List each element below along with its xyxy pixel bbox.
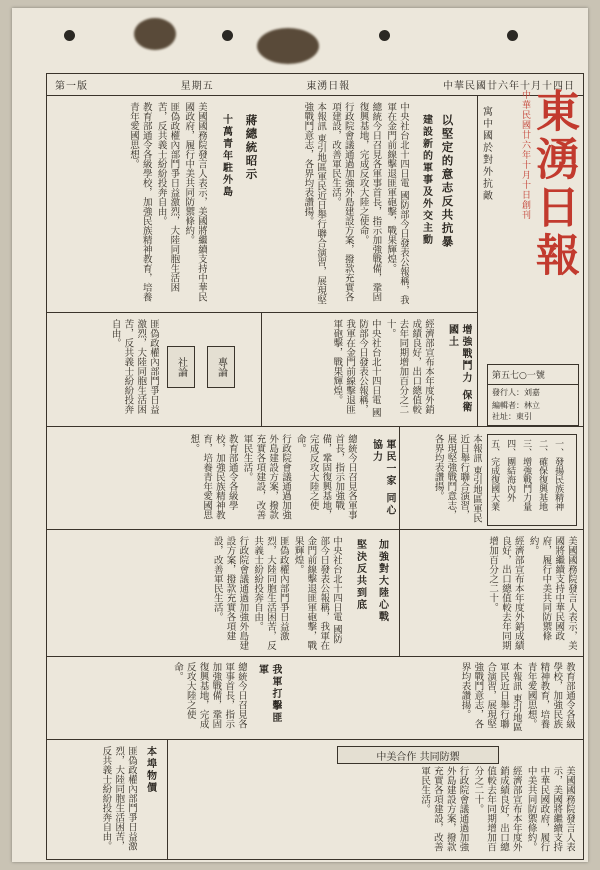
third-headline: 十萬青年駐外島 — [220, 114, 232, 198]
article-paragraph: 匪偽政權內部鬥爭日益激烈，大陸同胞生活困苦，反共義士紛紛投奔自由。 — [252, 536, 289, 650]
article-paragraph: 經濟部宣布本年度外銷成績良好，出口總值較去年同期增加百分之二十。 — [384, 319, 434, 414]
bottom-article — [175, 766, 575, 854]
article-paragraph: 經濟部宣布本年度外銷成績良好，出口總值較去年同期增加百分之二十。 — [487, 536, 524, 650]
lead-article — [269, 102, 409, 307]
binder-hole — [507, 30, 518, 41]
article-paragraph: 行政院會議通過加強外島建設方案，撥款充實各項建設，改善軍民生活。 — [211, 536, 249, 650]
bottom-banner: 中美合作 共同防禦 — [337, 746, 499, 764]
eighth-headline: 我軍打擊匪軍 — [256, 664, 281, 724]
masthead — [517, 84, 579, 384]
article-paragraph: 本報訊 東引地區軍民近日舉行聯合演習，展現堅強戰鬥意志，各界均表讚揚。 — [302, 102, 327, 305]
article-paragraph: 行政院會議通過加強外島建設方案，撥款充實各項建設，改善軍民生活。 — [241, 434, 291, 520]
page-number: 第一版 — [55, 81, 88, 92]
market-headline: 本埠物價 — [144, 746, 156, 794]
third-article — [57, 434, 357, 524]
article-paragraph: 教育部通令各級學校，加強民族精神教育，培養青年愛國思想。 — [127, 102, 152, 302]
ink-stain — [134, 18, 176, 50]
article-paragraph: 教育部通令各級學校，加強民族精神教育，培養青年愛國思想。 — [188, 434, 238, 520]
ink-stain — [257, 28, 319, 64]
fourth-article — [269, 319, 434, 421]
article-paragraph: 中央社台北十四日電 國防部今日發表公報稱，我軍在金門前線擊退匪軍砲擊，戰果輝煌。 — [331, 319, 381, 418]
market-article — [53, 746, 137, 854]
list-item: 一、發揚民族精神 — [553, 439, 564, 511]
list-item: 二、確保復興基地 — [537, 439, 548, 511]
list-item: 五、完成復國大業 — [489, 439, 500, 511]
sixth-headline: 加強對大陸心戰 — [376, 539, 388, 623]
numbered-list-box — [487, 434, 577, 526]
newspaper-sheet — [12, 8, 588, 862]
article-paragraph: 本報訊 東引地區軍民近日舉行聯合演習，展現堅強戰鬥意志，各界均表讚揚。 — [432, 434, 482, 523]
list-item: 四、團結海內外 — [505, 439, 516, 502]
article-paragraph: 總統今日召見各軍事首長，指示加強戰備，鞏固復興基地，完成反攻大陸之使命。 — [357, 102, 382, 302]
article-paragraph: 本報訊 東引地區軍民近日舉行聯合演習，展現堅強戰鬥意志，各界均表讚揚。 — [459, 662, 522, 732]
article-paragraph: 總統今日召見各軍事首長，指示加強戰備，鞏固復興基地，完成反攻大陸之使命。 — [294, 434, 357, 520]
second-headline: 蔣總統昭示 — [244, 114, 259, 182]
article-paragraph: 美國國務院發言人表示，美國將繼續支持中華民國政府，履行中美共同防禦條約。 — [525, 766, 575, 852]
fifth-headline: 軍民一家 同心協力 — [370, 439, 395, 517]
column-box: 專論 — [207, 346, 235, 388]
weekday: 星期五 — [180, 81, 214, 92]
article-paragraph: 美國國務院發言人表示，美國將繼續支持中華民國政府，履行中美共同防禦條約。 — [527, 536, 577, 650]
staff-line: 編輯者：林立 — [492, 401, 540, 410]
issue-number: 第五七○一號 — [488, 365, 578, 385]
article-paragraph: 行政院會議通過加強外島建設方案，撥款充實各項建設，改善軍民生活。 — [329, 102, 354, 302]
article-paragraph: 匪偽政權內部鬥爭日益激烈，大陸同胞生活困苦，反共義士紛紛投奔自由。 — [109, 319, 159, 414]
editorial-text — [55, 319, 159, 421]
staff-line: 發行人：刘嘉 — [492, 388, 540, 397]
article-paragraph: 行政院會議通過加強外島建設方案，撥款充實各項建設，改善軍民生活。 — [419, 766, 469, 852]
staff-line: 社址：東引 — [492, 412, 532, 421]
seventh-headline: 堅決反共到底 — [354, 539, 366, 611]
ninth-article — [57, 662, 247, 734]
fifth-article — [407, 434, 482, 524]
page-frame — [46, 73, 584, 860]
binder-hole — [64, 30, 75, 41]
lead-headline: 以堅定的意志反共抗暴 — [440, 114, 455, 249]
binder-hole — [379, 30, 390, 41]
binder-hole — [222, 30, 233, 41]
article-paragraph: 美國國務院發言人表示，美國將繼續支持中華民國政府，履行中美共同防禦條約。 — [183, 102, 207, 302]
page-header — [47, 74, 583, 96]
sixth-article — [407, 536, 577, 651]
article-paragraph: 中央社台北十四日電 國防部今日發表公報稱，我軍在金門前線擊退匪軍砲擊，戰果輝煌。 — [292, 536, 342, 650]
column-box: 社論 — [167, 346, 195, 388]
masthead-title: 東湧日報 — [528, 88, 579, 280]
article-paragraph: 中央社台北十四日電 國防部今日發表公報稱，我軍在金門前線擊退匪軍砲擊，戰果輝煌。 — [385, 102, 409, 305]
eighth-article — [277, 662, 575, 734]
header-date: 中華民國廿六年十月十四日 — [442, 81, 575, 92]
masthead-founding: 中華民國廿六年十月十日創刊 — [520, 90, 530, 220]
list-item: 三、增強戰鬥力量 — [521, 439, 532, 511]
header-paper-name: 東湧日報 — [306, 81, 351, 92]
lead-subheadline: 建設新的軍事及外交主動 — [420, 114, 432, 246]
fourth-headline: 增強戰鬥力 保衛國土 — [446, 324, 471, 414]
article-paragraph: 匪偽政權內部鬥爭日益激烈，大陸同胞生活困苦，反共義士紛紛投奔自由。 — [155, 102, 180, 292]
second-article — [57, 102, 207, 307]
issue-info-box — [487, 364, 579, 426]
article-paragraph: 教育部通令各級學校，加強民族精神教育，培養青年愛國思想。 — [525, 662, 575, 729]
masthead-motto: 寓中國於對外抗敵 — [480, 106, 492, 202]
article-paragraph: 總統今日召見各軍事首長，指示加強戰備，鞏固復興基地，完成反攻大陸之使命。 — [171, 662, 247, 729]
seventh-article — [57, 536, 342, 651]
article-paragraph: 匪偽政權內部鬥爭日益激烈，大陸同胞生活困苦，反共義士紛紛投奔自由。 — [100, 746, 137, 851]
article-paragraph: 經濟部宣布本年度外銷成績良好，出口總值較去年同期增加百分之二十。 — [472, 766, 522, 852]
